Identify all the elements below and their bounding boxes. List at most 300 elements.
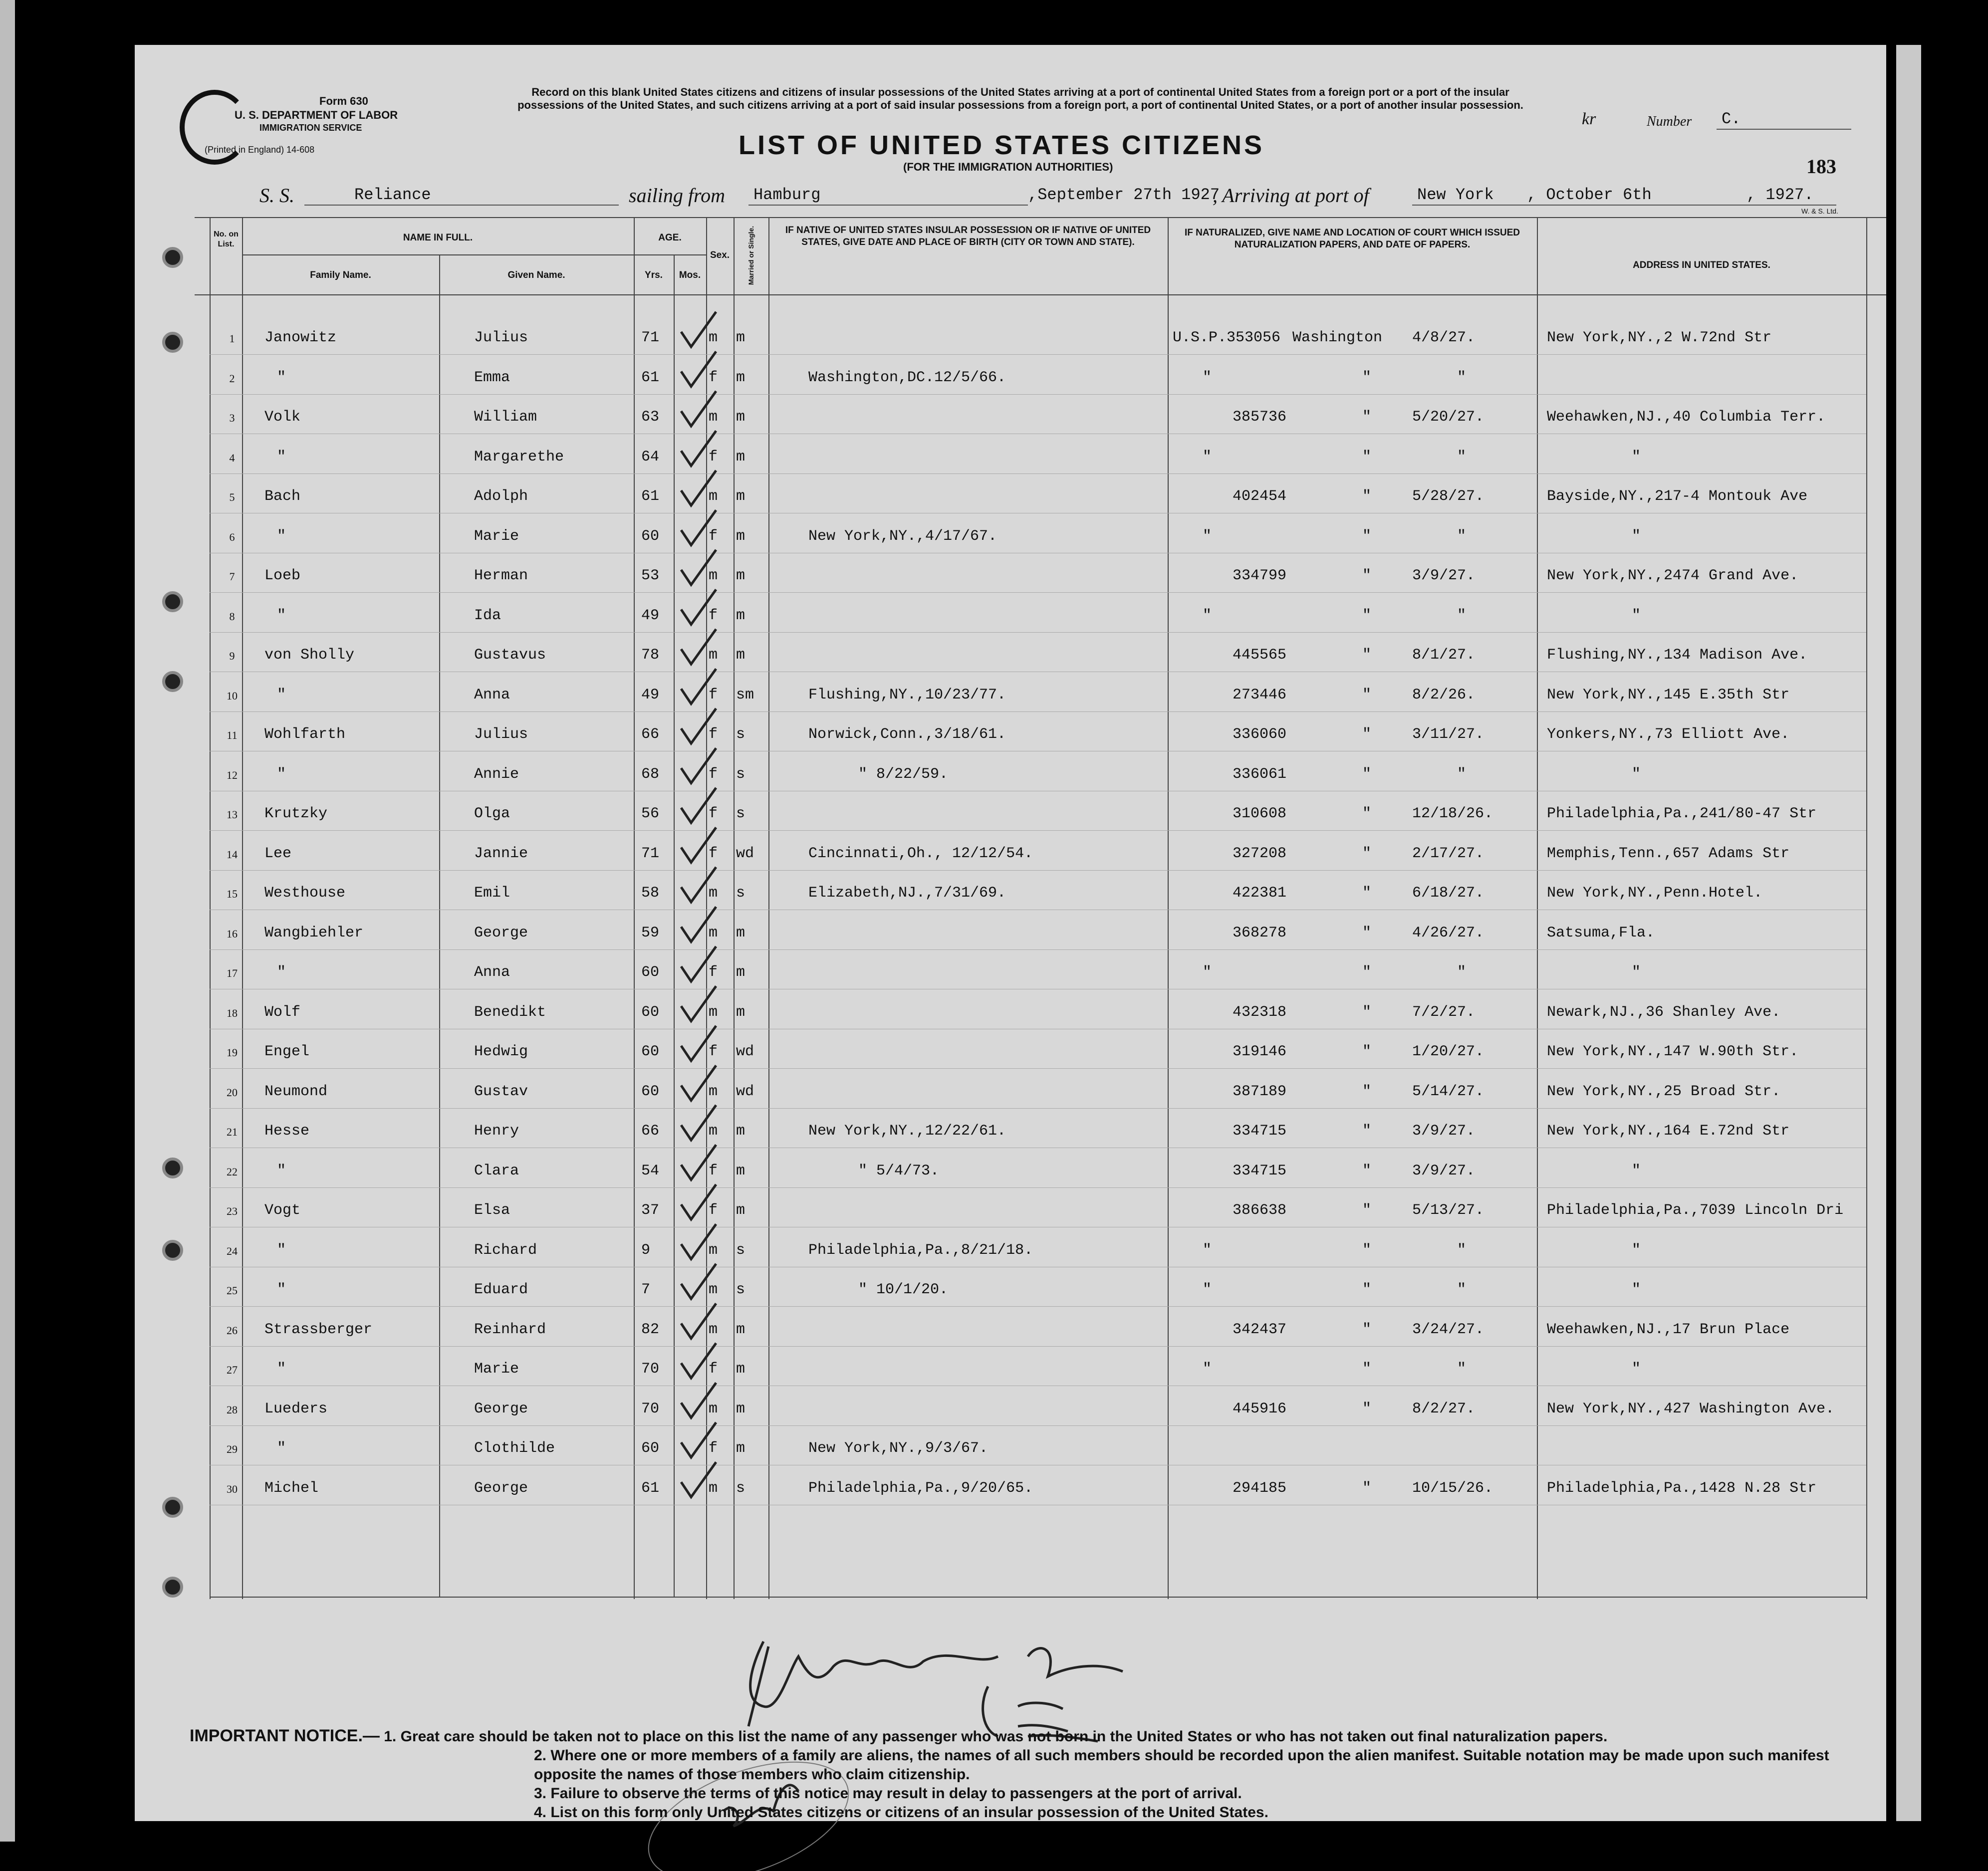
marital-status: s (736, 885, 746, 902)
naturalization-number: " (1203, 1281, 1212, 1298)
age-years: 61 (641, 488, 660, 505)
naturalization-date: " (1457, 527, 1467, 545)
sex: f (709, 1043, 718, 1060)
departure-port: Hamburg (753, 186, 821, 204)
naturalization-court: " (1362, 369, 1372, 386)
sex: f (709, 686, 718, 703)
marital-status: s (736, 726, 746, 743)
check-mark-icon (681, 1026, 716, 1061)
age-years: 60 (641, 1043, 660, 1060)
given-name: Clothilde (474, 1440, 555, 1457)
naturalization-date: " (1457, 765, 1467, 783)
us-address: " (1632, 1361, 1641, 1378)
us-address: " (1632, 765, 1641, 783)
check-mark-icon (681, 352, 716, 387)
check-mark-icon (681, 1264, 716, 1299)
col-address: ADDRESS IN UNITED STATES. (1633, 260, 1770, 270)
us-address: New York,NY.,147 W.90th Str. (1547, 1043, 1799, 1060)
row-number: 23 (227, 1205, 238, 1217)
family-name: " (277, 448, 286, 466)
row-number: 29 (227, 1443, 238, 1455)
sex: f (709, 1440, 718, 1457)
naturalization-date: 5/14/27. (1412, 1083, 1485, 1100)
marital-status: s (736, 1281, 746, 1298)
naturalization-date: 8/2/26. (1412, 686, 1476, 703)
age-years: 66 (641, 726, 660, 743)
sex: m (709, 488, 718, 505)
row-number: 19 (227, 1046, 238, 1059)
naturalization-court: " (1362, 1361, 1372, 1378)
naturalization-number: 294185 (1233, 1479, 1287, 1497)
row-gridline (210, 1068, 1866, 1069)
check-mark-icon (681, 629, 716, 664)
naturalization-date: " (1457, 1361, 1467, 1378)
naturalization-court: " (1362, 488, 1372, 505)
age-years: 68 (641, 765, 660, 783)
naturalization-number: " (1203, 1241, 1212, 1259)
birth-info: New York,NY.,4/17/67. (808, 527, 997, 545)
naturalization-date: 5/13/27. (1412, 1202, 1485, 1219)
birth-info: Elizabeth,NJ.,7/31/69. (808, 885, 1006, 902)
check-mark-icon (681, 788, 716, 823)
check-mark-icon (681, 431, 716, 466)
naturalization-number: U.S.P.353056 (1173, 329, 1281, 346)
naturalization-court: " (1362, 1281, 1372, 1298)
marital-status: m (736, 1202, 746, 1219)
family-name: " (277, 1440, 286, 1457)
us-address: " (1632, 448, 1641, 466)
col-mos: Mos. (679, 270, 701, 280)
age-years: 66 (641, 1123, 660, 1140)
ss-label: S. S. (259, 184, 294, 207)
marital-status: s (736, 805, 746, 822)
naturalization-number: 368278 (1233, 924, 1287, 941)
row-gridline (210, 1425, 1866, 1426)
age-years: 9 (641, 1241, 651, 1259)
age-years: 58 (641, 885, 660, 902)
family-name: " (277, 686, 286, 703)
family-name: Neumond (264, 1083, 328, 1100)
check-mark-icon (681, 1383, 716, 1418)
age-years: 82 (641, 1321, 660, 1338)
family-name: Lee (264, 845, 292, 862)
sex: m (709, 924, 718, 941)
row-number: 14 (227, 848, 238, 861)
row-number: 5 (229, 491, 235, 503)
given-name: William (474, 409, 537, 426)
sex: f (709, 765, 718, 783)
age-years: 71 (641, 329, 660, 346)
naturalization-court: Washington (1292, 329, 1383, 346)
naturalization-number: 402454 (1233, 488, 1287, 505)
sex: m (709, 329, 718, 346)
naturalization-court: " (1362, 805, 1372, 822)
marital-status: m (736, 369, 746, 386)
marital-status: m (736, 527, 746, 545)
us-address: " (1632, 607, 1641, 624)
age-years: 60 (641, 964, 660, 981)
given-name: Margarethe (474, 448, 564, 466)
check-mark-icon (681, 867, 716, 902)
naturalization-court: " (1362, 567, 1372, 584)
check-mark-icon (681, 669, 716, 704)
naturalization-date: " (1457, 964, 1467, 981)
row-number: 8 (229, 610, 235, 623)
marital-status: m (736, 647, 746, 664)
arrival-port: New York (1417, 186, 1494, 204)
age-years: 49 (641, 686, 660, 703)
check-mark-column (634, 294, 744, 1597)
naturalization-court: " (1362, 885, 1372, 902)
row-gridline (210, 870, 1866, 871)
number-label: Number (1647, 114, 1692, 129)
naturalization-court: " (1362, 1083, 1372, 1100)
family-name: Westhouse (264, 885, 346, 902)
age-years: 61 (641, 1479, 660, 1497)
given-name: Herman (474, 567, 528, 584)
given-name: Marie (474, 527, 519, 545)
family-name: Hesse (264, 1123, 310, 1140)
naturalization-court: " (1362, 1400, 1372, 1417)
check-mark-icon (681, 1462, 716, 1497)
check-mark-icon (681, 1224, 716, 1259)
age-years: 70 (641, 1400, 660, 1417)
naturalization-date: 1/20/27. (1412, 1043, 1485, 1060)
marital-status: m (736, 488, 746, 505)
row-number: 17 (227, 967, 238, 979)
naturalization-number: 336060 (1233, 726, 1287, 743)
birth-info: Philadelphia,Pa.,8/21/18. (808, 1241, 1033, 1259)
us-address: Philadelphia,Pa.,1428 N.28 Str (1547, 1479, 1817, 1497)
us-address: Memphis,Tenn.,657 Adams Str (1547, 845, 1790, 862)
row-gridline (210, 632, 1866, 633)
given-name: George (474, 1479, 528, 1497)
naturalization-date: " (1457, 1241, 1467, 1259)
age-years: 63 (641, 409, 660, 426)
age-years: 60 (641, 1440, 660, 1457)
given-name: Elsa (474, 1202, 510, 1219)
check-mark-icon (681, 312, 716, 347)
row-gridline (210, 473, 1866, 474)
col-age: AGE. (658, 233, 682, 243)
naturalization-number: 319146 (1233, 1043, 1287, 1060)
birth-info: Washington,DC.12/5/66. (808, 369, 1006, 386)
naturalization-date: 4/8/27. (1412, 329, 1476, 346)
row-number: 7 (229, 570, 235, 583)
given-name: Gustav (474, 1083, 528, 1100)
age-years: 37 (641, 1202, 660, 1219)
row-number: 6 (229, 530, 235, 543)
manifest-page (135, 45, 1886, 1821)
col-name-in-full: NAME IN FULL. (403, 233, 473, 243)
family-name: " (277, 369, 286, 386)
naturalization-number: " (1203, 964, 1212, 981)
check-mark-icon (681, 748, 716, 783)
naturalization-date: 4/26/27. (1412, 924, 1485, 941)
binder-hole-icon (162, 1240, 183, 1261)
us-address: Yonkers,NY.,73 Elliott Ave. (1547, 726, 1790, 743)
sex: m (709, 1123, 718, 1140)
given-name: Anna (474, 964, 510, 981)
marital-status: m (736, 924, 746, 941)
page-subtitle: (FOR THE IMMIGRATION AUTHORITIES) (903, 161, 1113, 173)
us-address: Philadelphia,Pa.,241/80-47 Str (1547, 805, 1817, 822)
row-number: 11 (227, 729, 238, 741)
marital-status: s (736, 1479, 746, 1497)
us-address: New York,NY.,145 E.35th Str (1547, 686, 1790, 703)
marital-status: m (736, 329, 746, 346)
marital-status: m (736, 1162, 746, 1179)
family-name: Vogt (264, 1202, 301, 1219)
naturalization-number: " (1203, 369, 1212, 386)
row-number: 21 (227, 1126, 238, 1138)
notice-item-1: 1. Great care should be taken not to place on this list the name of any passenger who was not born in the United States or who has not taken out final naturalization papers. (384, 1728, 1608, 1745)
given-name: Olga (474, 805, 510, 822)
naturalization-date: 7/2/27. (1412, 1003, 1476, 1021)
naturalization-date: " (1457, 1281, 1467, 1298)
naturalization-court: " (1362, 726, 1372, 743)
sex: m (709, 1241, 718, 1259)
check-mark-icon (681, 1066, 716, 1101)
family-name: Wolf (264, 1003, 301, 1021)
us-address: " (1632, 1281, 1641, 1298)
family-name: Lueders (264, 1400, 328, 1417)
naturalization-court: " (1362, 409, 1372, 426)
family-name: Wangbiehler (264, 924, 364, 941)
family-name: Volk (264, 409, 301, 426)
notice-heading: IMPORTANT NOTICE.— (190, 1726, 380, 1745)
given-name: Eduard (474, 1281, 528, 1298)
naturalization-date: 8/2/27. (1412, 1400, 1476, 1417)
naturalization-date: " (1457, 448, 1467, 466)
birth-info: New York,NY.,12/22/61. (808, 1123, 1006, 1140)
row-gridline (210, 830, 1866, 831)
page-title: LIST OF UNITED STATES CITIZENS (739, 130, 1264, 160)
printed-note: (Printed in England) 14-608 (205, 145, 315, 155)
us-address: New York,NY.,Penn.Hotel. (1547, 885, 1763, 902)
birth-info: Cincinnati,Oh., 12/12/54. (808, 845, 1033, 862)
sex: m (709, 1281, 718, 1298)
department-name: U. S. DEPARTMENT OF LABOR (235, 109, 398, 121)
age-years: 53 (641, 567, 660, 584)
given-name: Marie (474, 1361, 519, 1378)
service-name: IMMIGRATION SERVICE (259, 123, 362, 133)
us-address: Flushing,NY.,134 Madison Ave. (1547, 647, 1808, 664)
row-number: 10 (227, 689, 238, 702)
row-gridline (210, 592, 1866, 593)
family-name: " (277, 1241, 286, 1259)
sex: f (709, 1162, 718, 1179)
row-number: 20 (227, 1086, 238, 1099)
naturalization-number: 334715 (1233, 1162, 1287, 1179)
sex: f (709, 448, 718, 466)
row-number: 3 (229, 412, 235, 424)
naturalization-number: " (1203, 607, 1212, 624)
family-name: von Sholly (264, 647, 355, 664)
check-mark-icon (681, 1304, 716, 1339)
printer-mark: W. & S. Ltd. (1801, 207, 1838, 215)
naturalization-date: 2/17/27. (1412, 845, 1485, 862)
naturalization-court: " (1362, 1202, 1372, 1219)
sex: f (709, 845, 718, 862)
row-gridline (210, 394, 1866, 395)
us-address: " (1632, 1162, 1641, 1179)
naturalization-court: " (1362, 1241, 1372, 1259)
naturalization-court: " (1362, 1479, 1372, 1497)
row-number: 28 (227, 1403, 238, 1416)
age-years: 78 (641, 647, 660, 664)
us-address: New York,NY.,2474 Grand Ave. (1547, 567, 1799, 584)
binder-hole-icon (162, 591, 183, 612)
marital-status: m (736, 1123, 746, 1140)
naturalization-date: 3/11/27. (1412, 726, 1485, 743)
family-name: Loeb (264, 567, 301, 584)
us-address: New York,NY.,2 W.72nd Str (1547, 329, 1772, 346)
arriving-label: , Arriving at port of (1213, 184, 1369, 207)
marital-status: s (736, 765, 746, 783)
row-number: 1 (229, 332, 235, 345)
age-years: 60 (641, 527, 660, 545)
age-years: 64 (641, 448, 660, 466)
check-mark-icon (681, 907, 716, 942)
birth-info: Philadelphia,Pa.,9/20/65. (808, 1479, 1033, 1497)
sex: m (709, 1003, 718, 1021)
age-years: 7 (641, 1281, 651, 1298)
sex: m (709, 1479, 718, 1497)
naturalization-number: 387189 (1233, 1083, 1287, 1100)
col-sex: Sex. (710, 250, 730, 260)
naturalization-date: 12/18/26. (1412, 805, 1493, 822)
row-gridline (210, 949, 1866, 950)
row-number: 15 (227, 888, 238, 900)
age-years: 49 (641, 607, 660, 624)
naturalization-date: 6/18/27. (1412, 885, 1485, 902)
check-mark-icon (681, 1343, 716, 1378)
us-address: Bayside,NY.,217-4 Montouk Ave (1547, 488, 1808, 505)
naturalization-court: " (1362, 448, 1372, 466)
naturalization-date: " (1457, 607, 1467, 624)
given-name: Clara (474, 1162, 519, 1179)
check-mark-icon (681, 946, 716, 981)
adjacent-page-edge (1896, 45, 1921, 1821)
check-mark-icon (681, 391, 716, 426)
naturalization-court: " (1362, 964, 1372, 981)
sex: m (709, 567, 718, 584)
naturalization-number: 327208 (1233, 845, 1287, 862)
naturalization-court: " (1362, 1162, 1372, 1179)
marital-status: m (736, 964, 746, 981)
us-address: Philadelphia,Pa.,7039 Lincoln Dri (1547, 1202, 1844, 1219)
given-name: Gustavus (474, 647, 546, 664)
marital-status: m (736, 448, 746, 466)
check-mark-icon (681, 828, 716, 863)
row-gridline (210, 711, 1866, 712)
birth-info: Norwick,Conn.,3/18/61. (808, 726, 1006, 743)
us-address: " (1632, 1241, 1641, 1259)
row-number: 25 (227, 1284, 238, 1297)
naturalization-number: 273446 (1233, 686, 1287, 703)
naturalization-date: " (1457, 369, 1467, 386)
form-number: Form 630 (319, 95, 368, 107)
binder-hole-icon (162, 1497, 183, 1518)
naturalization-date: 10/15/26. (1412, 1479, 1493, 1497)
sex: m (709, 409, 718, 426)
birth-info: " 5/4/73. (858, 1162, 940, 1179)
sex: m (709, 1083, 718, 1100)
page-number: 183 (1806, 155, 1836, 178)
family-name: Michel (264, 1479, 319, 1497)
check-mark-icon (681, 590, 716, 625)
check-mark-icon (681, 708, 716, 743)
given-name: Henry (474, 1123, 519, 1140)
naturalization-court: " (1362, 1003, 1372, 1021)
marital-status: s (736, 1241, 746, 1259)
family-name: " (277, 527, 286, 545)
marital-status: m (736, 1440, 746, 1457)
naturalization-court: " (1362, 607, 1372, 624)
naturalization-date: 3/9/27. (1412, 1123, 1476, 1140)
marital-status: m (736, 1003, 746, 1021)
family-name: Wohlfarth (264, 726, 346, 743)
check-mark-icon (681, 1105, 716, 1140)
given-name: George (474, 924, 528, 941)
sex: f (709, 1202, 718, 1219)
check-mark-icon (681, 510, 716, 545)
sex: f (709, 1361, 718, 1378)
row-number: 9 (229, 650, 235, 662)
birth-info: New York,NY.,9/3/67. (808, 1440, 989, 1457)
check-mark-icon (681, 1422, 716, 1457)
naturalization-date: 5/28/27. (1412, 488, 1485, 505)
row-number: 26 (227, 1324, 238, 1337)
ship-name: Reliance (354, 186, 431, 204)
number-value: C. (1722, 110, 1741, 128)
row-number: 27 (227, 1364, 238, 1376)
col-yrs: Yrs. (645, 270, 663, 280)
naturalization-date: 3/9/27. (1412, 1162, 1476, 1179)
row-gridline (210, 1108, 1866, 1109)
marital-status: m (736, 409, 746, 426)
given-name: Jannie (474, 845, 528, 862)
us-address: Satsuma,Fla. (1547, 924, 1655, 941)
naturalization-court: " (1362, 686, 1372, 703)
given-name: Annie (474, 765, 519, 783)
given-name: Benedikt (474, 1003, 546, 1021)
col-birth-info: IF NATIVE OF UNITED STATES INSULAR POSSESSION OR IF NATIVE OF UNITED STATES, GIVE DATE AND PLACE OF BIRTH (CITY OR TOWN AND STATE). (785, 225, 1151, 247)
age-years: 60 (641, 1003, 660, 1021)
family-name: " (277, 607, 286, 624)
row-number: 16 (227, 927, 238, 940)
naturalization-number: 385736 (1233, 409, 1287, 426)
sex: m (709, 885, 718, 902)
family-name: " (277, 964, 286, 981)
naturalization-number: 386638 (1233, 1202, 1287, 1219)
col-given-name: Given Name. (507, 270, 565, 280)
sex: f (709, 726, 718, 743)
col-naturalization: IF NATURALIZED, GIVE NAME AND LOCATION OF COURT WHICH ISSUED NATURALIZATION PAPERS, AND DATE OF PAPERS. (1184, 228, 1520, 250)
row-number: 12 (227, 768, 238, 781)
given-name: Hedwig (474, 1043, 528, 1060)
age-years: 56 (641, 805, 660, 822)
row-gridline (210, 1187, 1866, 1188)
given-name: Ida (474, 607, 501, 624)
naturalization-number: 342437 (1233, 1321, 1287, 1338)
row-number: 22 (227, 1165, 238, 1178)
naturalization-court: " (1362, 845, 1372, 862)
family-name: " (277, 1281, 286, 1298)
col-family-name: Family Name. (310, 270, 371, 280)
sex: f (709, 805, 718, 822)
